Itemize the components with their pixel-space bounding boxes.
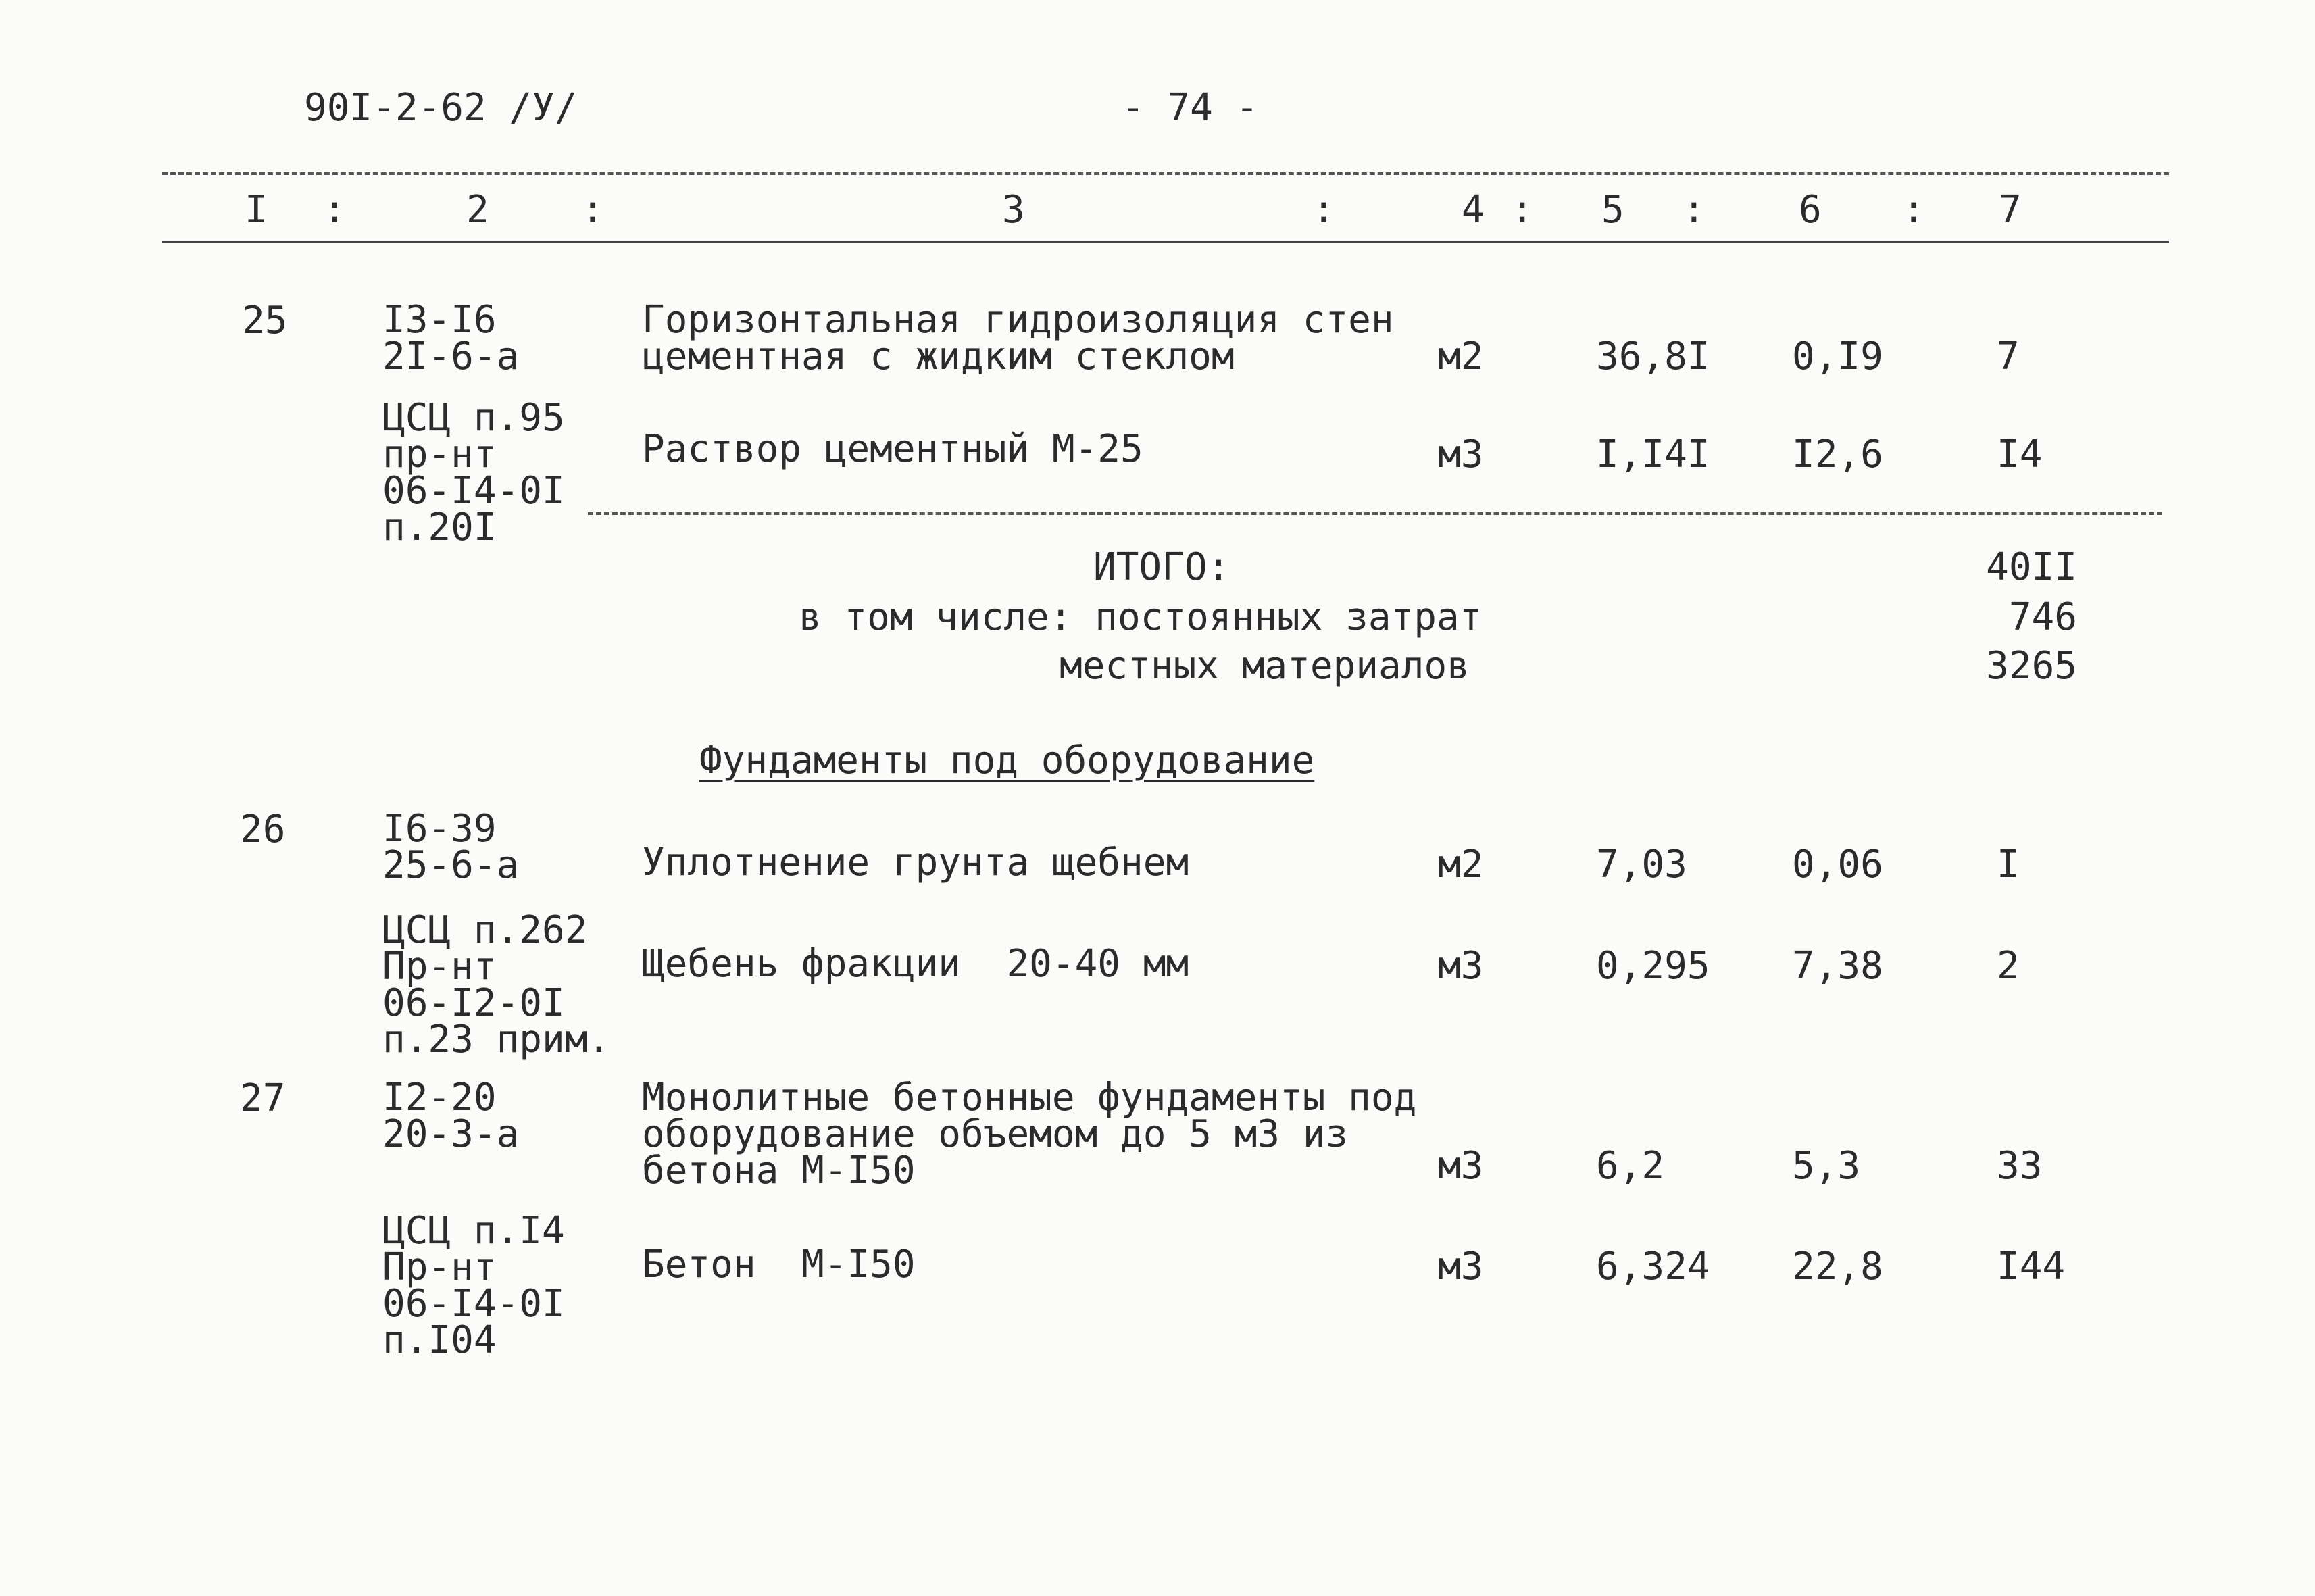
quantity: 36,8I (1596, 334, 1710, 378)
unit: м2 (1438, 843, 1484, 887)
work-description: Монолитные бетонные фундаменты под оборудование объемом до 5 м3 из бетона М-I50 (642, 1076, 1417, 1193)
quantity: 7,03 (1596, 843, 1687, 887)
page-number: - 74 - (1122, 86, 1259, 130)
norm-code: I2-20 20-3-а (382, 1076, 520, 1156)
work-description: Уплотнение грунта щебнем (642, 841, 1189, 884)
row-number: 25 (242, 299, 288, 343)
column-separator: : (1683, 188, 1706, 232)
total-cost: 7 (1997, 334, 2020, 378)
unit: м3 (1438, 1144, 1484, 1188)
quantity: I,I4I (1596, 432, 1710, 476)
quantity: 0,295 (1596, 944, 1710, 988)
total-cost: 2 (1997, 944, 2020, 988)
table-header-rule (162, 241, 2169, 243)
work-description: Горизонтальная гидроизоляция стен цементная с жидким стеклом (642, 298, 1394, 378)
column-separator: : (1312, 188, 1335, 232)
unit-price: 0,06 (1792, 843, 1883, 887)
column-header-2: 2 (466, 188, 489, 232)
unit-price: 5,3 (1792, 1144, 1861, 1188)
column-header-3: 3 (1002, 188, 1025, 232)
total-cost: I44 (1997, 1245, 2066, 1289)
column-header-4: 4 (1462, 188, 1485, 232)
material-description: Щебень фракции 20-40 мм (642, 942, 1189, 986)
column-separator: : (581, 188, 604, 232)
column-separator: : (1902, 188, 1925, 232)
totals-value: 40II (1986, 545, 2077, 589)
fixed-costs-label: в том числе: постоянных затрат (799, 595, 1483, 639)
local-materials-label: местных материалов (1060, 644, 1470, 688)
unit: м3 (1438, 1245, 1484, 1289)
unit: м3 (1438, 944, 1484, 988)
section-title: Фундаменты под оборудование (699, 739, 1315, 782)
material-code: ЦСЦ п.262 Пр-нт 06-I2-0I п.23 прим. (382, 908, 611, 1062)
norm-code: I6-39 25-6-а (382, 807, 520, 887)
material-description: Раствор цементный М-25 (642, 427, 1143, 471)
norm-code: I3-I6 2I-6-а (382, 298, 520, 378)
column-header-6: 6 (1799, 188, 1822, 232)
subtotal-rule (588, 512, 2162, 515)
quantity: 6,324 (1596, 1245, 1710, 1289)
row-number: 26 (240, 807, 286, 851)
unit: м2 (1438, 334, 1484, 378)
column-header-7: 7 (1999, 188, 2022, 232)
material-code: ЦСЦ п.95 пр-нт 06-I4-0I п.20I (382, 396, 565, 549)
column-header-5: 5 (1601, 188, 1624, 232)
row-number: 27 (240, 1076, 286, 1120)
total-cost: I4 (1997, 432, 2043, 476)
unit-price: 0,I9 (1792, 334, 1883, 378)
total-cost: I (1997, 843, 2020, 887)
column-separator: : (323, 188, 346, 232)
unit: м3 (1438, 432, 1484, 476)
totals-label: ИТОГО: (1093, 545, 1230, 589)
column-separator: : (1511, 188, 1534, 232)
material-description: Бетон М-I50 (642, 1243, 916, 1287)
fixed-costs-value: 746 (2008, 595, 2077, 639)
quantity: 6,2 (1596, 1144, 1665, 1188)
unit-price: 22,8 (1792, 1245, 1883, 1289)
total-cost: 33 (1997, 1144, 2043, 1188)
unit-price: 7,38 (1792, 944, 1883, 988)
table-top-rule (162, 172, 2169, 175)
local-materials-value: 3265 (1986, 644, 2077, 688)
material-code: ЦСЦ п.I4 Пр-нт 06-I4-0I п.I04 (382, 1209, 565, 1362)
unit-price: I2,6 (1792, 432, 1883, 476)
column-header-1: I (245, 188, 268, 232)
document-code: 90I-2-62 /У/ (304, 86, 578, 130)
